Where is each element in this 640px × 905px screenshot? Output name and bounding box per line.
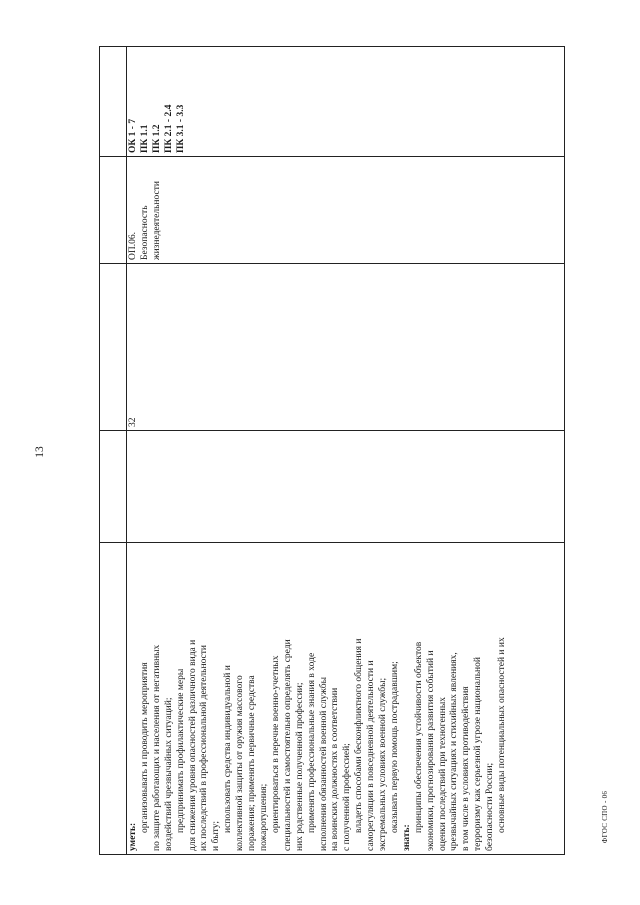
- content-line: уметь:: [128, 822, 138, 851]
- content-line: владеть способами бесконфликтного общения и: [354, 638, 365, 833]
- content-line: и быту;: [211, 821, 222, 851]
- content-line: предпринимать профилактические меры: [175, 668, 186, 833]
- cell-competencies: [127, 47, 565, 157]
- cell-empty-top-5: [100, 47, 127, 157]
- content-line: саморегуляции в повседневной деятельности и: [366, 660, 377, 851]
- competency-code: ПК 2.1 - 2.4: [163, 104, 174, 153]
- content-line: знать:: [401, 824, 412, 851]
- cell-empty-top-3: [100, 264, 127, 431]
- content-line: экстремальных условиях военной службы;: [378, 677, 389, 851]
- content-line: безопасности России;: [485, 762, 496, 851]
- curriculum-table: [99, 46, 565, 855]
- rotated-table: [99, 47, 565, 855]
- content-lines: [128, 545, 509, 851]
- cell-empty-top-1: [100, 543, 127, 855]
- content-line: воздействий чрезвычайных ситуаций;: [163, 697, 174, 851]
- cell-discipline: [127, 157, 565, 264]
- competency-code: ОК 1 - 7: [128, 118, 138, 153]
- cell-empty-top-2: [100, 431, 127, 543]
- content-line: оказывать первую помощь пострадавшим;: [389, 661, 400, 833]
- content-line: на воинских должностях в соответствии: [330, 687, 341, 851]
- cell-hours: 32: [127, 264, 565, 431]
- content-line: с полученной профессией;: [342, 743, 353, 851]
- content-line: использовать средства индивидуальной и: [223, 665, 234, 833]
- content-line: для снижения уровня опасностей различного вида и: [187, 639, 198, 851]
- content-line: в том числе в условиях противодействия: [461, 686, 472, 851]
- cell-empty: [127, 431, 565, 543]
- discipline-lines: [128, 159, 164, 260]
- table-row-top: [100, 47, 127, 855]
- content-line: основные виды потенциальных опасностей и их: [497, 637, 508, 833]
- footer-standard-code: ФГОС СПО - 06: [601, 790, 609, 844]
- content-line: по защите работающих и населения от негативных: [151, 644, 162, 851]
- competency-code: ПК 1.1: [139, 124, 150, 153]
- content-line: экономики, прогнозирования развития событий и: [425, 650, 436, 851]
- content-line: организовывать и проводить мероприятия: [139, 662, 150, 833]
- content-line: коллективной защиты от оружия массового: [235, 675, 246, 851]
- competency-code: ПК 3.1 - 3.3: [175, 104, 186, 153]
- content-line: специальностей и самостоятельно определять среди: [282, 639, 293, 851]
- content-line: применять профессиональные знания в ходе: [306, 652, 317, 833]
- content-line: чрезвычайных ситуациях и стихийных явлениях,: [449, 652, 460, 851]
- discipline-line: жизнедеятельности: [151, 181, 162, 260]
- content-line: их последствий в профессиональной деятельности: [199, 644, 210, 851]
- content-line: них родственные полученной профессии;: [294, 682, 305, 851]
- content-line: ориентироваться в перечне военно-учетных: [270, 655, 281, 833]
- cell-content: [127, 543, 565, 855]
- content-line: пожаротушения;: [258, 783, 269, 851]
- discipline-line: Безопасность: [139, 205, 150, 260]
- content-line: оценки последствий при техногенных: [437, 697, 448, 851]
- content-line: принципы обеспечения устойчивости объектов: [413, 641, 424, 833]
- table-row-discipline: [127, 47, 565, 855]
- discipline-line: ОП.06.: [128, 232, 138, 260]
- content-line: исполнения обязанностей военной службы: [318, 677, 329, 851]
- content-line: терроризму как серьезной угрозе национальной: [473, 657, 484, 851]
- competency-code: ПК 1.2: [151, 124, 162, 153]
- page-number: 13: [34, 446, 46, 458]
- content-line: поражения; применять первичные средства: [247, 675, 258, 851]
- cell-empty-top-4: [100, 157, 127, 264]
